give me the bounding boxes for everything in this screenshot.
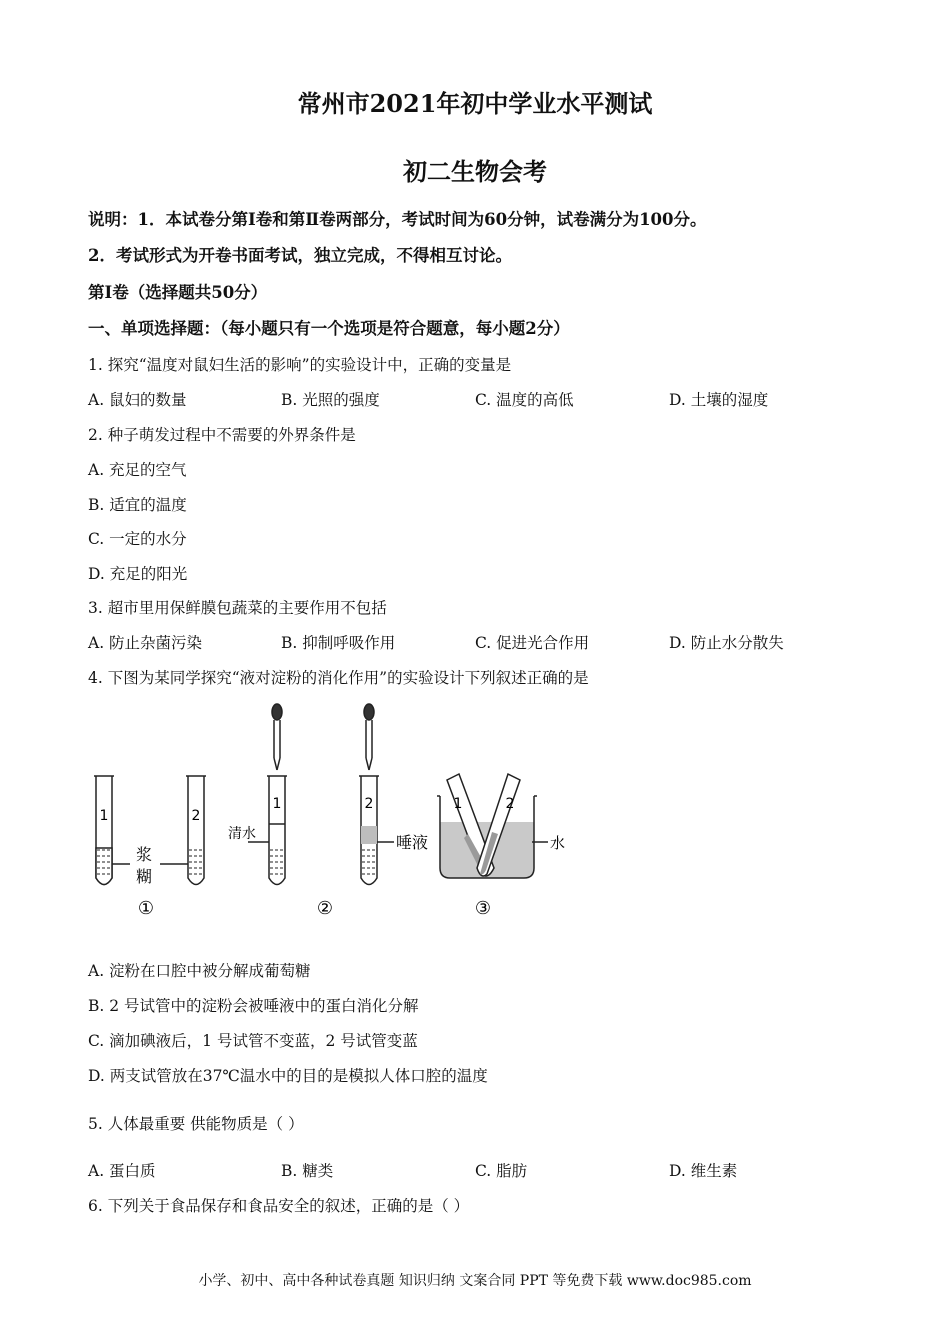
step-1-label: ① (137, 898, 155, 919)
step-2-label: ② (316, 898, 334, 919)
question-4-option-a: A. 淀粉在口腔中被分解成葡萄糖 (88, 962, 311, 980)
question-3-option-b: B. 抑制呼吸作用 (281, 634, 396, 652)
question-3-stem: 3. 超市里用保鲜膜包蔬菜的主要作用不包括 (88, 599, 387, 617)
page-footer: 小学、初中、高中各种试卷真题 知识归纳 文案合同 PPT 等免费下载 www.doc985.com (198, 1273, 752, 1289)
paste-label: 浆 (136, 845, 153, 864)
question-2-option-a: A. 充足的空气 (88, 461, 187, 479)
question-1-option-a: A. 鼠妇的数量 (88, 391, 187, 409)
section-part: 第Ⅰ卷（选择题共50分） (88, 283, 268, 302)
dropper-2 (364, 704, 374, 770)
question-1-option-d: D. 土壤的湿度 (669, 391, 769, 409)
exam-subtitle: 初二生物会考 (403, 157, 547, 186)
question-5-option-a: A. 蛋白质 (88, 1162, 156, 1180)
step-3-label: ③ (474, 898, 492, 919)
question-4-stem: 4. 下图为某同学探究“液对淀粉的消化作用”的实验设计下列叙述正确的是 (88, 669, 589, 687)
question-2-stem: 2. 种子萌发过程中不需要的外界条件是 (88, 426, 356, 444)
question-4-option-c: C. 滴加碘液后，1 号试管不变蓝，2 号试管变蓝 (88, 1032, 418, 1050)
question-5-option-c: C. 脂肪 (475, 1162, 528, 1180)
question-5-stem: 5. 人体最重要 供能物质是（ ） (88, 1115, 304, 1133)
tube-label-1b: 1 (272, 796, 282, 812)
tube-label-2b: 2 (364, 796, 374, 812)
question-2-option-d: D. 充足的阳光 (88, 565, 188, 583)
question-5-option-d: D. 维生素 (669, 1162, 738, 1180)
paste-label-2: 糊 (136, 867, 153, 886)
saliva-label: 唾液 (396, 833, 429, 852)
instruction-line-2: 2．考试形式为开卷书面考试，独立完成，不得相互讨论。 (88, 246, 512, 265)
question-3-option-c: C. 促进光合作用 (475, 634, 590, 652)
tube-label-2a: 2 (191, 808, 201, 824)
tube-label-1a: 1 (99, 808, 109, 824)
question-5-option-b: B. 糖类 (281, 1162, 334, 1180)
question-4-option-b: B. 2 号试管中的淀粉会被唾液中的蛋白消化分解 (88, 997, 419, 1015)
exam-title: 常州市2021年初中学业水平测试 (297, 89, 653, 118)
question-4-option-d: D. 两支试管放在37℃温水中的目的是模拟人体口腔的温度 (88, 1067, 488, 1085)
section-heading: 一、单项选择题：（每小题只有一个选项是符合题意，每小题2分） (88, 319, 570, 338)
question-6-stem: 6. 下列关于食品保存和食品安全的叙述，正确的是（ ） (88, 1197, 470, 1215)
dropper-1 (272, 704, 282, 770)
question-2-option-b: B. 适宜的温度 (88, 496, 187, 514)
water-label: 清水 (228, 826, 256, 842)
question-3-option-d: D. 防止水分散失 (669, 634, 784, 652)
question-2-option-c: C. 一定的水分 (88, 530, 187, 548)
question-3-option-a: A. 防止杂菌污染 (88, 634, 203, 652)
question-1-option-b: B. 光照的强度 (281, 391, 380, 409)
tube-label-1c: 1 (453, 796, 463, 812)
question-1-stem: 1. 探究“温度对鼠妇生活的影响”的实验设计中，正确的变量是 (88, 356, 512, 374)
question-1-option-c: C. 温度的高低 (475, 391, 574, 409)
experiment-figure (88, 698, 568, 930)
tube-label-2c: 2 (505, 796, 515, 812)
bath-water-label: 水 (550, 834, 566, 852)
instruction-line-1: 说明：1．本试卷分第Ⅰ卷和第Ⅱ卷两部分，考试时间为60分钟，试卷满分为100分。 (88, 210, 707, 229)
